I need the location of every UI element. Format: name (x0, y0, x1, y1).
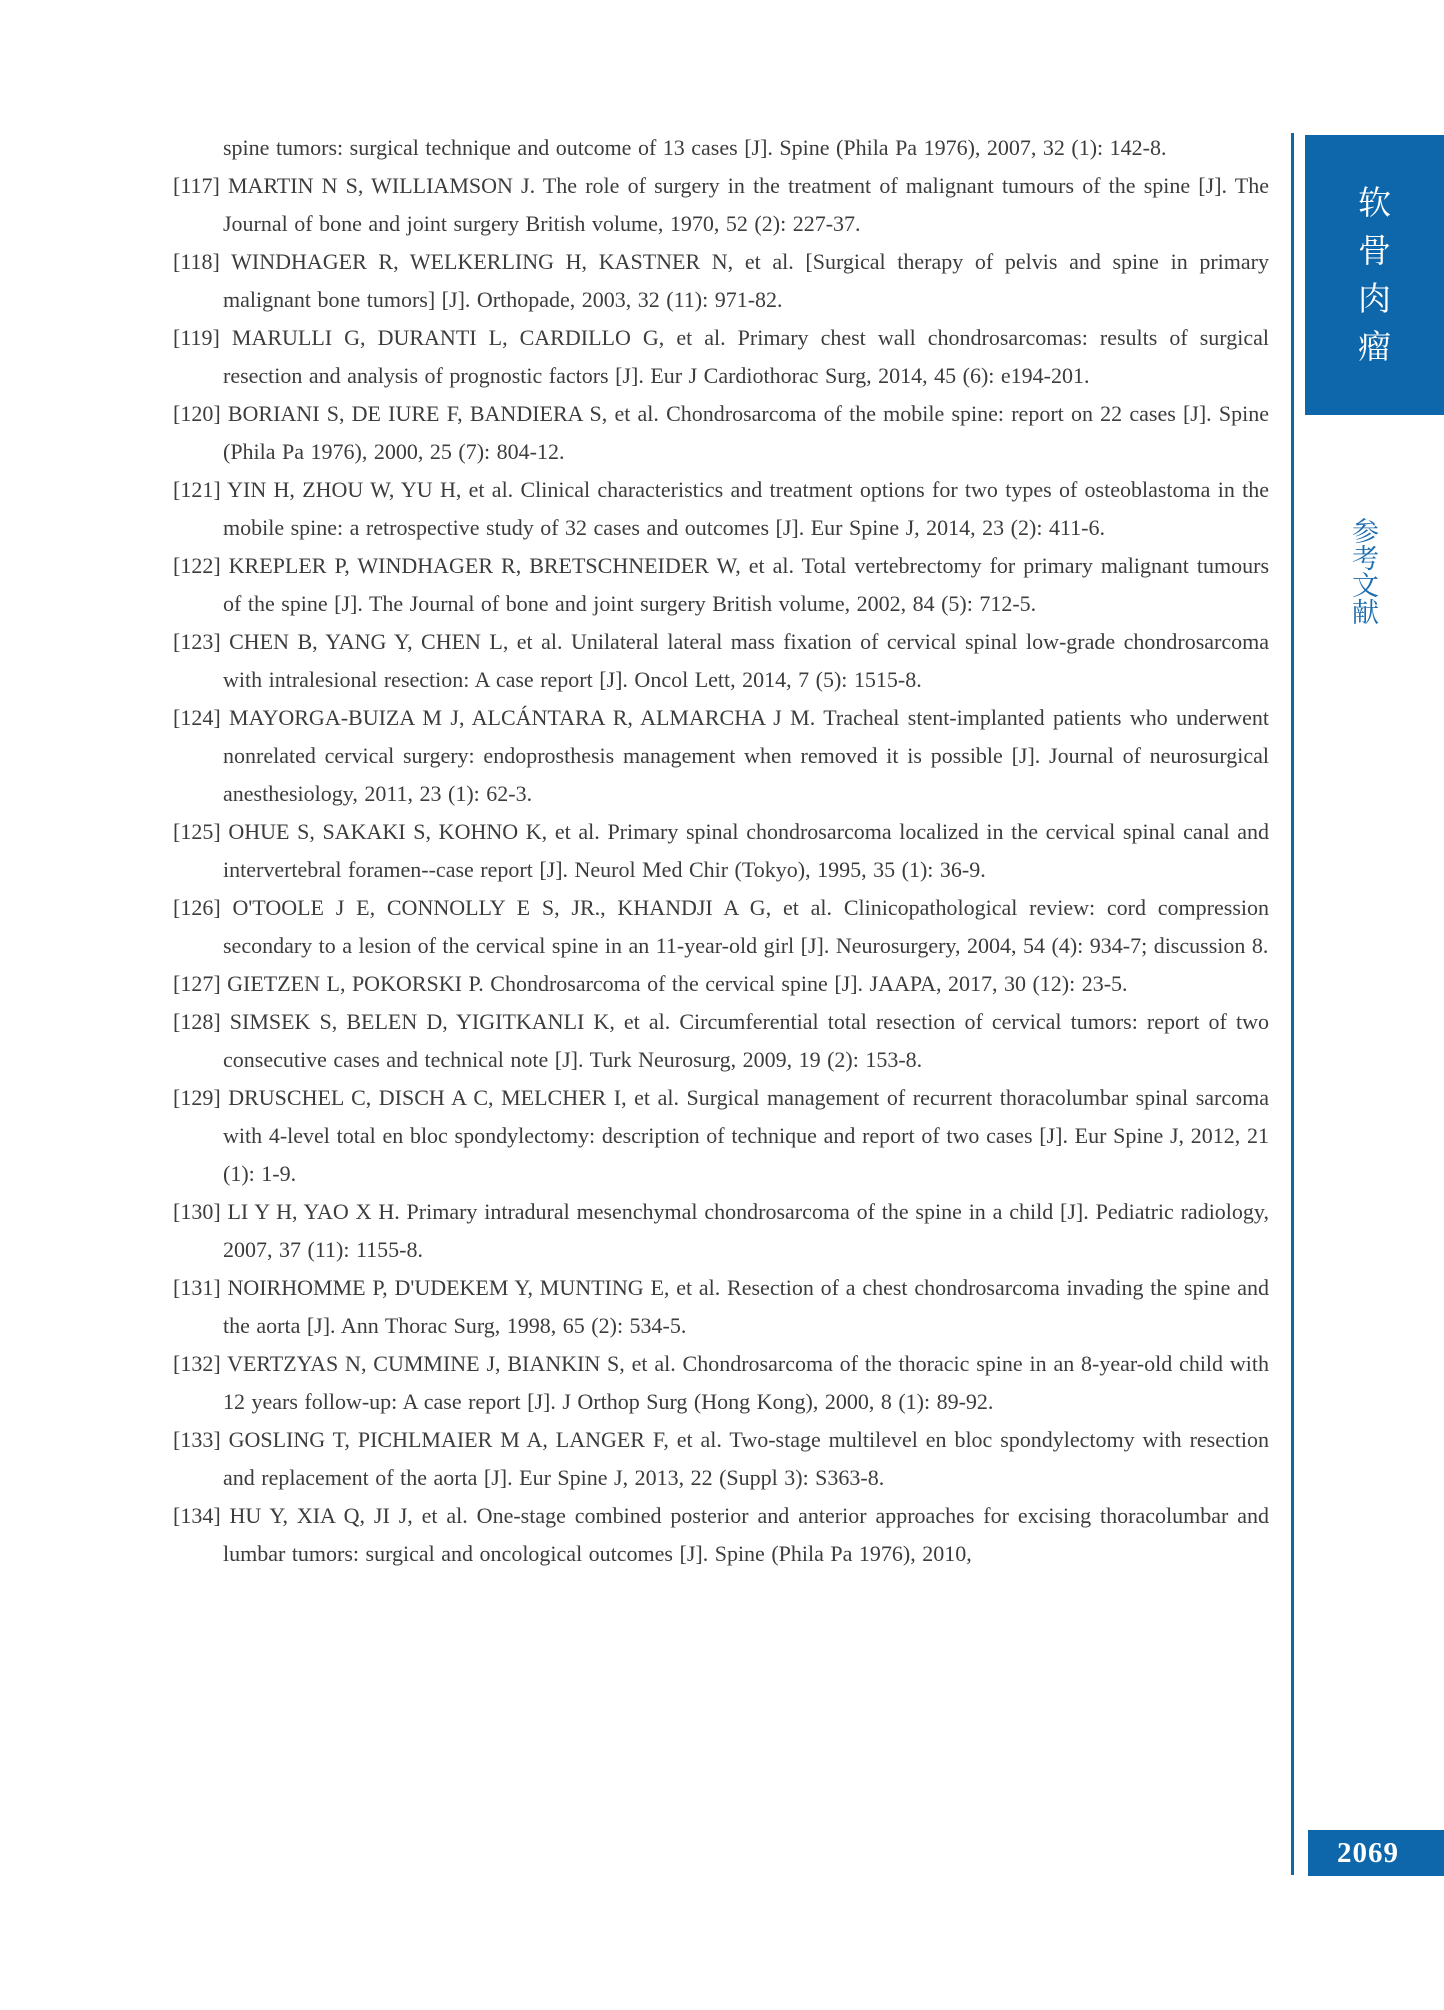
reference-item (173, 243, 1269, 319)
reference-item (173, 395, 1269, 471)
reference-text: SIMSEK S, BELEN D, YIGITKANLI K, et al. Circumferential total resection of cervical tumors: report of two consecutive cases and technical note [J]. Turk Neurosurg, 2009, 19 (2): 153-8. (220, 1009, 1269, 1072)
reference-list (173, 167, 1269, 1573)
reference-text: GOSLING T, PICHLMAIER M A, LANGER F, et al. Two-stage multilevel en bloc spondylectomy with resection and replacement of the aorta [J]. Eur Spine J, 2013, 22 (Suppl 3): S363-8. (220, 1427, 1269, 1490)
reference-label: [127] (173, 971, 221, 996)
reference-item (173, 1269, 1269, 1345)
reference-item (173, 965, 1269, 1003)
reference-text: MARULLI G, DURANTI L, CARDILLO G, et al. Primary chest wall chondrosarcomas: results of surgical resection and analysis of prognostic factors [J]. Eur J Cardiothorac Surg, 2014, 45 (6): e194-201. (219, 325, 1269, 388)
reference-label: [133] (173, 1427, 221, 1452)
reference-text: KREPLER P, WINDHAGER R, BRETSCHNEIDER W, et al. Total vertebrectomy for primary malignant tumours of the spine [J]. The Journal of bone and joint surgery British volume, 2002, 84 (5): 712-5. (220, 553, 1269, 616)
reference-item (173, 1421, 1269, 1497)
reference-text: CHEN B, YANG Y, CHEN L, et al. Unilateral lateral mass fixation of cervical spinal low-grade chondrosarcoma with intralesional resection: A case report [J]. Oncol Lett, 2014, 7 (5): 1515-8. (220, 629, 1269, 692)
reference-label: [122] (173, 553, 221, 578)
reference-item (173, 889, 1269, 965)
reference-label: [123] (173, 629, 221, 654)
reference-item (173, 813, 1269, 889)
reference-text: YIN H, ZHOU W, YU H, et al. Clinical characteristics and treatment options for two types of osteoblastoma in the mobile spine: a retrospective study of 32 cases and outcomes [J]. Eur Spine J, 2014, 23 (2): 411-6. (220, 477, 1269, 540)
reference-text: MAYORGA-BUIZA M J, ALCÁNTARA R, ALMARCHA J M. Tracheal stent-implanted patients who underwent nonrelated cervical surgery: endoprosthesis management when removed it is possible [J]. Journal of neurosurgical anesthesiology, 2011, 23 (1): 62-3. (220, 705, 1269, 806)
reference-text: GIETZEN L, POKORSKI P. Chondrosarcoma of the cervical spine [J]. JAAPA, 2017, 30 (12): 23-5. (220, 971, 1128, 996)
continuation-text: spine tumors: surgical technique and outcome of 13 cases [J]. Spine (Phila Pa 1976), 2007, 32 (1): 142-8. (223, 135, 1167, 160)
reference-item (173, 547, 1269, 623)
reference-text: NOIRHOMME P, D'UDEKEM Y, MUNTING E, et al. Resection of a chest chondrosarcoma invading the spine and the aorta [J]. Ann Thorac Surg, 1998, 65 (2): 534-5. (220, 1275, 1269, 1338)
reference-item (173, 1497, 1269, 1573)
reference-text: BORIANI S, DE IURE F, BANDIERA S, et al. Chondrosarcoma of the mobile spine: report on 22 cases [J]. Spine (Phila Pa 1976), 2000, 25 (7): 804-12. (220, 401, 1269, 464)
sidebar-rule (1291, 133, 1294, 1875)
reference-item (173, 699, 1269, 813)
reference-column (173, 129, 1269, 1573)
reference-text: OHUE S, SAKAKI S, KOHNO K, et al. Primary spinal chondrosarcoma localized in the cervical spinal canal and intervertebral foramen--case report [J]. Neurol Med Chir (Tokyo), 1995, 35 (1): 36-9. (220, 819, 1269, 882)
chapter-tab-label: 软骨肉瘤 (1358, 183, 1391, 366)
reference-text: WINDHAGER R, WELKERLING H, KASTNER N, et al. [Surgical therapy of pelvis and spine in primary malignant bone tumors] [J]. Orthopade, 2003, 32 (11): 971-82. (219, 249, 1269, 312)
reference-label: [117] (173, 173, 220, 198)
reference-label: [119] (173, 325, 220, 350)
reference-text: MARTIN N S, WILLIAMSON J. The role of surgery in the treatment of malignant tumours of the spine [J]. The Journal of bone and joint surgery British volume, 1970, 52 (2): 227-37. (219, 173, 1269, 236)
reference-label: [131] (173, 1275, 221, 1300)
reference-item (173, 1345, 1269, 1421)
reference-text: O'TOOLE J E, CONNOLLY E S, JR., KHANDJI A G, et al. Clinicopathological review: cord compression secondary to a lesion of the cervical spine in an 11-year-old girl [J]. Neurosurgery, 2004, 54 (4): 934-7; discussion 8. (220, 895, 1269, 958)
reference-label: [134] (173, 1503, 221, 1528)
page-number-badge (1308, 1830, 1444, 1876)
reference-label: [128] (173, 1009, 221, 1034)
reference-label: [121] (173, 477, 221, 502)
reference-text: LI Y H, YAO X H. Primary intradural mesenchymal chondrosarcoma of the spine in a child [J]. Pediatric radiology, 2007, 37 (11): 1155-8. (220, 1199, 1269, 1262)
reference-item (173, 471, 1269, 547)
reference-item (173, 319, 1269, 395)
reference-item (173, 1193, 1269, 1269)
chapter-tab (1305, 135, 1444, 415)
reference-label: [132] (173, 1351, 221, 1376)
reference-label: [126] (173, 895, 221, 920)
page-number: 2069 (1337, 1836, 1399, 1869)
reference-item (173, 623, 1269, 699)
reference-label: [129] (173, 1085, 221, 1110)
reference-label: [120] (173, 401, 221, 426)
reference-text: HU Y, XIA Q, JI J, et al. One-stage combined posterior and anterior approaches for excising thoracolumbar and lumbar tumors: surgical and oncological outcomes [J]. Spine (Phila Pa 1976), 2010, (220, 1503, 1269, 1566)
reference-text: DRUSCHEL C, DISCH A C, MELCHER I, et al. Surgical management of recurrent thoracolumbar spinal sarcoma with 4-level total en bloc spondylectomy: description of technique and report of two cases [J]. Eur Spine J, 2012, 21 (1): 1-9. (220, 1085, 1269, 1186)
reference-label: [124] (173, 705, 221, 730)
reference-label: [118] (173, 249, 220, 274)
reference-item (173, 1079, 1269, 1193)
reference-text: VERTZYAS N, CUMMINE J, BIANKIN S, et al. Chondrosarcoma of the thoracic spine in an 8-year-old child with 12 years follow-up: A case report [J]. J Orthop Surg (Hong Kong), 2000, 8 (1): 89-92. (220, 1351, 1269, 1414)
section-label: 参考文献 (1352, 517, 1380, 629)
reference-item (173, 1003, 1269, 1079)
reference-label: [130] (173, 1199, 221, 1224)
reference-item (173, 167, 1269, 243)
reference-label: [125] (173, 819, 221, 844)
